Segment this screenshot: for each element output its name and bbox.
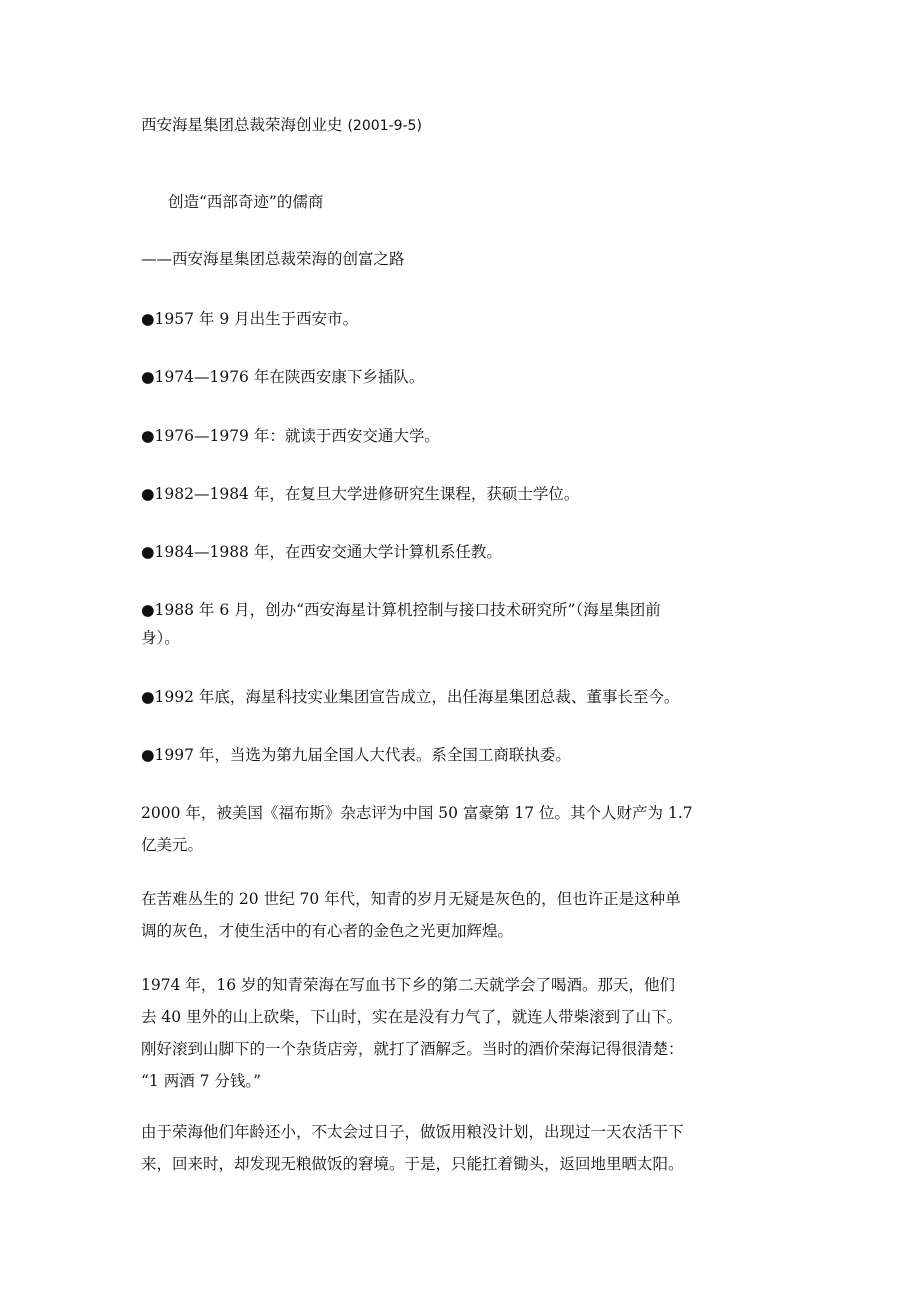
timeline-item: ●1982—1984 年，在复旦大学进修研究生课程，获硕士学位。 (141, 485, 580, 503)
timeline-item: 身）。 (141, 629, 180, 647)
timeline-item: ●1997 年，当选为第九届全国人大代表。系全国工商联执委。 (141, 746, 571, 764)
paragraph-line: 调的灰色，才使生活中的有心者的金色之光更加辉煌。 (141, 922, 514, 940)
subheadline: ——西安海星集团总裁荣海的创富之路 (141, 250, 405, 268)
paragraph-line: 由于荣海他们年龄还小，不太会过日子，做饭用粮没计划，出现过一天农活干下 (141, 1123, 684, 1141)
timeline-item: ●1976—1979 年：就读于西安交通大学。 (141, 427, 440, 445)
paragraph-line: 亿美元。 (141, 836, 204, 854)
paragraph (141, 797, 781, 861)
paragraph (141, 969, 781, 1097)
timeline-item: ●1974—1976 年在陕西安康下乡插队。 (141, 368, 425, 386)
timeline-item: ●1984—1988 年，在西安交通大学计算机系任教。 (141, 543, 502, 561)
separator-dot: . (141, 150, 142, 154)
headline: 创造“西部奇迹”的儒商 (168, 193, 324, 211)
paragraph-line: 1974 年，16 岁的知青荣海在写血书下乡的第二天就学会了喝酒。那天，他们 (141, 976, 676, 994)
timeline-item: ●1992 年底，海星科技实业集团宣告成立，出任海星集团总裁、董事长至今。 (141, 688, 680, 706)
paragraph-line: 去 40 里外的山上砍柴，下山时，实在是没有力气了，就连人带柴滚到了山下。 (141, 1008, 683, 1026)
header-line (141, 109, 781, 142)
timeline-item: ●1957 年 9 月出生于西安市。 (141, 310, 359, 328)
paragraph-line: 来，回来时，却发现无粮做饭的窘境。于是，只能扛着锄头，返回地里晒太阳。 (141, 1155, 684, 1173)
paragraph-line: 刚好滚到山脚下的一个杂货店旁，就打了酒解乏。当时的酒价荣海记得很清楚： (141, 1040, 684, 1058)
paragraph (141, 883, 781, 947)
timeline-item: ●1988 年 6 月，创办“西安海星计算机控制与接口技术研究所”（海星集团前 (141, 601, 661, 619)
paragraph-line: 2000 年，被美国《福布斯》杂志评为中国 50 富豪第 17 位。其个人财产为 1.7 (141, 804, 693, 822)
header-title: 西安海星集团总裁荣海创业史 (141, 116, 343, 134)
paragraph-line: 在苦难丛生的 20 世纪 70 年代，知青的岁月无疑是灰色的，但也许正是这种单 (141, 890, 681, 908)
header-date: (2001-9-5) (347, 118, 422, 134)
paragraph (141, 1116, 781, 1180)
paragraph-line: “1 两酒 7 分钱。” (141, 1072, 262, 1090)
